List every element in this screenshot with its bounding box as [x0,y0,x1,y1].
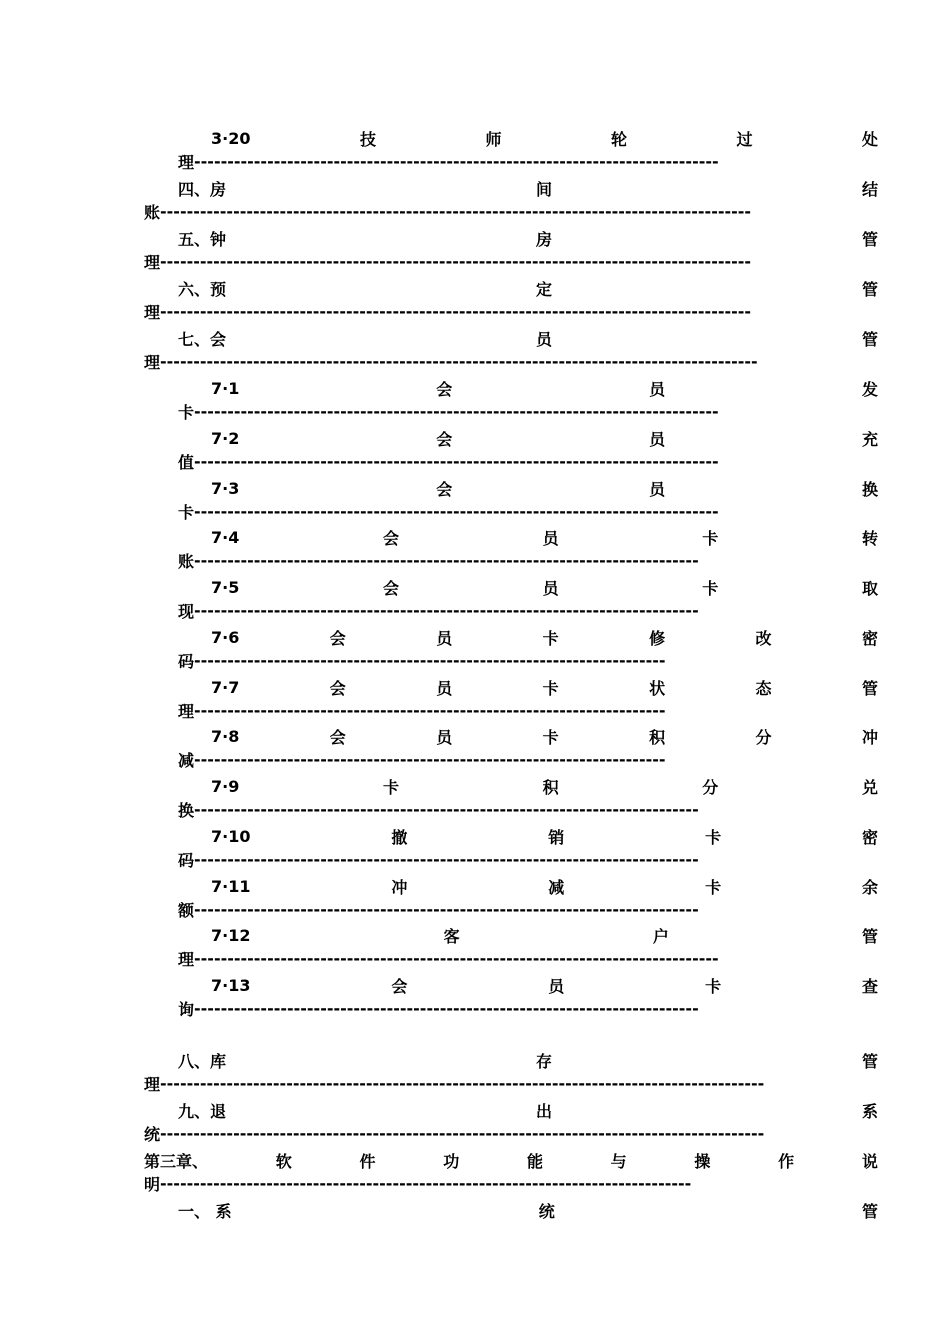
dot-leader: ----------------------------------------------------------------------- [194,700,666,720]
toc-title-word: 员 [436,678,453,698]
toc-title-word: 员 [542,578,559,598]
toc-title-word: 存 [535,1051,552,1071]
toc-title-word: 密 [861,628,878,648]
toc-title-word: 与 [610,1151,627,1171]
toc-entry-leader [178,848,778,870]
toc-entry[interactable] [0,426,950,476]
toc-entry-title [178,276,878,300]
toc-entry[interactable] [0,226,950,276]
toc-title-tail: 明 [144,1174,161,1194]
toc-title-word: 会 [391,976,408,996]
toc-entry-title [211,126,878,150]
toc-title-word: 员 [436,628,453,648]
toc-title-word: 3·20 [211,128,251,148]
toc-title-word: 卡 [542,678,559,698]
toc-title-word: 员 [436,727,453,747]
toc-title-word: 卡 [542,628,559,648]
toc-title-word: 会 [436,429,453,449]
toc-title-word: 密 [861,827,878,847]
toc-entry-leader [178,798,778,820]
toc-entry[interactable] [0,476,950,526]
toc-title-word: 定 [535,279,552,299]
dot-leader: ----------------------------------------------------------------------- [194,749,666,769]
toc-entry-leader [178,997,778,1019]
toc-entry[interactable] [0,326,950,376]
toc-title-tail: 理 [178,152,195,172]
toc-title-word: 管 [861,678,878,698]
toc-title-word: 作 [778,1151,795,1171]
toc-title-word: 管 [861,1201,878,1221]
toc-title-word: 房 [535,229,552,249]
toc-title-word: 7·6 [211,627,240,647]
toc-entry[interactable] [0,774,950,824]
dot-leader: ----------------------------------------------------------------------------------------- [160,251,752,271]
toc-title-word: 冲 [391,877,408,897]
toc-entry-leader [178,549,778,571]
toc-title-word: 管 [861,279,878,299]
toc-title-tail: 理 [144,1074,161,1094]
toc-title-word: 销 [548,827,565,847]
toc-entry-title [211,923,878,947]
toc-entry-leader [144,1122,834,1144]
toc-title-tail: 理 [144,352,161,372]
toc-title-word: 7·7 [211,677,240,697]
toc-title-word: 管 [861,1051,878,1071]
toc-entry-title [178,1098,878,1122]
toc-entry[interactable] [0,1048,950,1098]
toc-entry-title [211,774,878,798]
toc-title-word: 客 [443,926,460,946]
toc-title-word: 7·11 [211,876,251,896]
toc-entry[interactable] [0,1098,950,1148]
toc-title-tail: 换 [178,800,195,820]
toc-title-word: 7·4 [211,527,240,547]
toc-entry-leader [178,699,736,721]
toc-title-word: 卡 [705,877,722,897]
toc-title-word: 四、房 [178,179,227,199]
toc-title-word: 积 [649,727,666,747]
toc-title-word: 九、退 [178,1101,227,1121]
toc-title-tail: 额 [178,900,195,920]
toc-title-word: 减 [548,877,565,897]
toc-entry-title [211,525,878,549]
toc-entry-leader [178,947,798,969]
toc-title-word: 第三章、 [144,1151,209,1171]
toc-title-word: 取 [861,578,878,598]
toc-title-word: 7·3 [211,478,240,498]
toc-title-word: 分 [755,727,772,747]
toc-entry-title [211,476,878,500]
toc-title-word: 卡 [705,976,722,996]
toc-entry[interactable] [0,824,950,874]
toc-title-word: 处 [861,129,878,149]
toc-entry[interactable] [0,176,950,226]
toc-title-word: 管 [861,229,878,249]
toc-title-word: 充 [861,429,878,449]
dot-leader: ------------------------------------------------------------------------------- [194,948,719,968]
toc-title-word: 分 [702,777,719,797]
toc-entry[interactable] [0,525,950,575]
toc-title-tail: 理 [178,701,195,721]
toc-title-word: 会 [329,727,346,747]
toc-title-word: 7·13 [211,975,251,995]
toc-title-word: 会 [329,628,346,648]
toc-title-word: 改 [755,628,772,648]
toc-title-word: 八、库 [178,1051,227,1071]
toc-entry-title [211,973,878,997]
dot-leader: ---------------------------------------------------------------------------- [194,998,699,1018]
toc-title-word: 员 [535,329,552,349]
toc-title-tail: 卡 [178,502,195,522]
toc-title-word: 员 [649,429,666,449]
toc-title-word: 说 [861,1151,878,1171]
toc-title-word: 7·12 [211,925,251,945]
dot-leader: ------------------------------------------------------------------------------- [194,151,719,171]
toc-title-word: 发 [861,379,878,399]
toc-title-word: 软 [275,1151,292,1171]
toc-title-word: 操 [694,1151,711,1171]
toc-title-word: 统 [538,1201,555,1221]
toc-title-tail: 询 [178,999,195,1019]
toc-entry[interactable] [0,923,950,973]
toc-title-tail: 现 [178,601,195,621]
toc-entry-leader [144,350,828,372]
toc-title-tail: 理 [144,252,161,272]
toc-entry-leader [178,450,798,472]
toc-title-word: 六、预 [178,279,227,299]
toc-title-word: 7·10 [211,826,251,846]
toc-title-word: 间 [535,179,552,199]
toc-title-tail: 理 [144,302,161,322]
toc-title-tail: 理 [178,949,195,969]
toc-title-word: 件 [359,1151,376,1171]
toc-entry[interactable] [0,675,950,725]
toc-title-tail: 统 [144,1124,161,1144]
toc-title-word: 能 [526,1151,543,1171]
toc-entry[interactable] [0,973,950,1023]
toc-entry-leader [178,748,736,770]
toc-title-word: 七、会 [178,329,227,349]
toc-title-word: 换 [861,479,878,499]
toc-entry-title [211,675,878,699]
toc-title-word: 员 [548,976,565,996]
toc-entry-title [211,824,878,848]
dot-leader: ---------------------------------------------------------------------------- [194,849,699,869]
toc-title-word: 过 [736,129,753,149]
dot-leader: ------------------------------------------------------------------------------------------ [160,351,758,371]
toc-entry[interactable] [0,376,950,426]
toc-entry-title [211,874,878,898]
toc-title-word: 员 [649,479,666,499]
dot-leader: -------------------------------------------------------------------------------- [160,1173,692,1193]
toc-title-word: 员 [542,528,559,548]
toc-title-word: 7·2 [211,428,240,448]
toc-title-word: 功 [443,1151,460,1171]
toc-title-word: 会 [382,528,399,548]
toc-title-word: 师 [485,129,502,149]
toc-title-tail: 码 [178,651,195,671]
toc-entry-title [211,724,878,748]
toc-title-word: 7·5 [211,577,240,597]
dot-leader: ----------------------------------------------------------------------------------------- [160,301,752,321]
dot-leader: ---------------------------------------------------------------------------- [194,799,699,819]
toc-entry-title [211,376,878,400]
toc-entry-title [211,426,878,450]
toc-entry-title [178,1048,878,1072]
toc-entry-title [178,326,878,350]
toc-entry[interactable] [0,575,950,625]
toc-entry[interactable] [0,1198,950,1248]
dot-leader: ----------------------------------------------------------------------------------------- [160,201,752,221]
toc-title-tail: 值 [178,452,195,472]
toc-title-word: 技 [359,129,376,149]
toc-entry[interactable] [0,1148,950,1198]
toc-title-word: 积 [542,777,559,797]
toc-title-word: 撤 [391,827,408,847]
dot-leader: ------------------------------------------------------------------------------- [194,401,719,421]
toc-title-word: 卡 [702,578,719,598]
toc-title-word: 冲 [861,727,878,747]
toc-title-word: 会 [382,578,399,598]
toc-entry-title [178,176,878,200]
toc-title-word: 轮 [610,129,627,149]
toc-title-word: 7·1 [211,378,240,398]
toc-title-word: 7·9 [211,776,240,796]
toc-title-word: 会 [436,479,453,499]
toc-title-tail: 账 [178,551,195,571]
toc-title-word: 态 [755,678,772,698]
toc-title-word: 五、钟 [178,229,227,249]
toc-title-word: 状 [649,678,666,698]
dot-leader: ------------------------------------------------------------------------------- [194,501,719,521]
toc-title-tail: 账 [144,202,161,222]
toc-entry-leader [144,300,820,322]
toc-title-word: 员 [649,379,666,399]
toc-entry[interactable] [0,126,950,176]
toc-entry-title [178,1198,878,1222]
toc-title-tail: 码 [178,850,195,870]
toc-entry[interactable] [0,874,950,924]
dot-leader: ---------------------------------------------------------------------------- [194,899,699,919]
toc-title-word: 会 [436,379,453,399]
toc-entry-title [211,625,878,649]
dot-leader: ---------------------------------------------------------------------------- [194,550,699,570]
toc-title-word: 出 [535,1101,552,1121]
dot-leader: ------------------------------------------------------------------------------------------- [160,1123,765,1143]
toc-entry-leader [178,898,778,920]
toc-entry-leader [144,1172,730,1194]
toc-title-word: 结 [861,179,878,199]
toc-entry-title [178,226,878,250]
dot-leader: ----------------------------------------------------------------------- [194,650,666,670]
toc-title-tail: 减 [178,750,195,770]
toc-title-word: 修 [649,628,666,648]
toc-entry-leader [144,200,820,222]
toc-title-word: 一、 系 [178,1201,232,1221]
toc-title-word: 户 [652,926,669,946]
toc-title-word: 卡 [702,528,719,548]
toc-title-word: 查 [861,976,878,996]
toc-title-word: 7·8 [211,726,240,746]
toc-title-tail: 卡 [178,402,195,422]
toc-entry-title [144,1148,878,1172]
toc-title-word: 管 [861,926,878,946]
toc-entry-leader [178,599,778,621]
dot-leader: ---------------------------------------------------------------------------- [194,600,699,620]
toc-entry-leader [178,500,798,522]
toc-title-word: 余 [861,877,878,897]
toc-title-word: 转 [861,528,878,548]
toc-entry[interactable] [0,724,950,774]
toc-entry-title [211,575,878,599]
toc-entry-leader [178,400,798,422]
toc-title-word: 卡 [542,727,559,747]
toc-entry-leader [178,649,736,671]
toc-title-word: 系 [861,1101,878,1121]
toc-title-word: 卡 [705,827,722,847]
toc-title-word: 兑 [861,777,878,797]
toc-entry-leader [144,250,820,272]
toc-entry[interactable] [0,625,950,675]
toc-title-word: 会 [329,678,346,698]
toc-entry[interactable] [0,276,950,326]
dot-leader: ------------------------------------------------------------------------------------------- [160,1073,765,1093]
toc-entry-leader [178,150,750,172]
toc-entry-leader [144,1072,834,1094]
dot-leader: ------------------------------------------------------------------------------- [194,451,719,471]
toc-title-word: 卡 [382,777,399,797]
toc-title-word: 管 [861,329,878,349]
